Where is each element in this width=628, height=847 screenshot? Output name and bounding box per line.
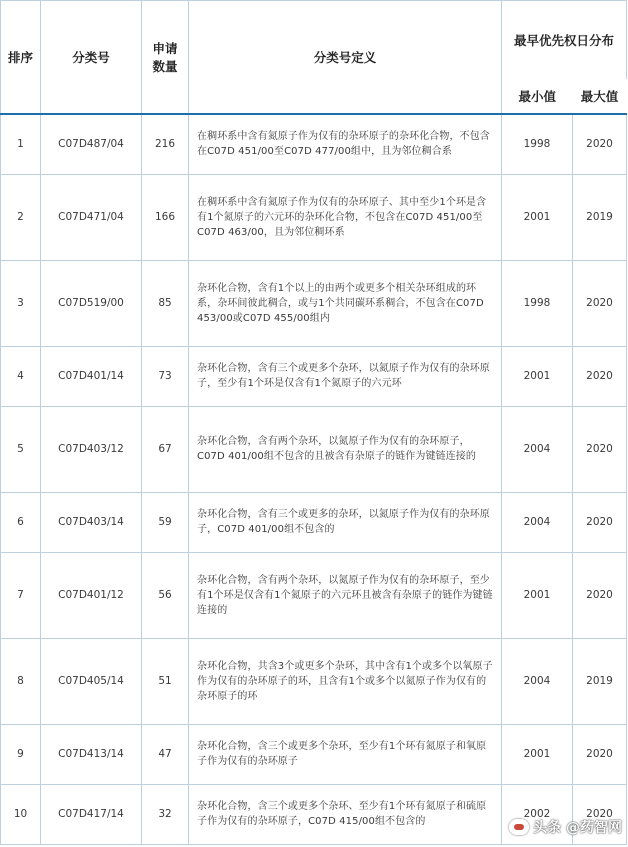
- cell-code: C07D401/14: [41, 346, 142, 406]
- cell-definition: 杂环化合物，含有两个杂环，以氮原子作为仅有的杂环原子，至少有1个环是仅含有1个氮原子的六元环且被含有杂原子的链作为键链连接的: [189, 552, 502, 638]
- cell-code: C07D403/12: [41, 406, 142, 492]
- cell-code: C07D405/14: [41, 638, 142, 724]
- cell-min: 2004: [502, 638, 573, 724]
- cell-code: C07D403/14: [41, 492, 142, 552]
- cell-count: 166: [142, 174, 189, 260]
- table-row: [1, 260, 627, 346]
- cell-min: 2001: [502, 724, 573, 784]
- table-row: [1, 552, 627, 638]
- cell-max: 2019: [573, 174, 627, 260]
- cell-definition: 杂环化合物，含有三个或更多的杂环，以氮原子作为仅有的杂环原子，C07D 401/00组不包含的: [189, 492, 502, 552]
- header-priority-distribution: 最早优先权日分布: [502, 1, 627, 80]
- cell-min: 2004: [502, 406, 573, 492]
- table-row: [1, 492, 627, 552]
- cell-code: C07D417/14: [41, 784, 142, 844]
- cell-min: 2002: [502, 784, 573, 844]
- cell-max: 2020: [573, 492, 627, 552]
- header-class-no: 分类号: [41, 1, 142, 115]
- cell-rank: 4: [1, 346, 41, 406]
- cell-count: 85: [142, 260, 189, 346]
- cell-max: 2020: [573, 114, 627, 174]
- cell-rank: 10: [1, 784, 41, 844]
- cell-definition: 杂环化合物，含三个或更多个杂环、至少有1个环有氮原子和硫原子作为仅有的杂环原子，C07D 415/00组不包含的: [189, 784, 502, 844]
- cell-definition: 杂环化合物，含三个或更多个杂环，至少有1个环有氮原子和氧原子作为仅有的杂环原子: [189, 724, 502, 784]
- table-row: [1, 638, 627, 724]
- header-definition: 分类号定义: [189, 1, 502, 115]
- cell-max: 2020: [573, 784, 627, 844]
- cell-min: 2001: [502, 552, 573, 638]
- cell-definition: 杂环化合物，含有1个以上的由两个或更多个相关杂环组成的环系，杂环间彼此稠合，或与1个共同碳环系稠合，不包含在C07D 453/00或C07D 455/00组内: [189, 260, 502, 346]
- header-app-count: [142, 1, 189, 115]
- cell-count: 56: [142, 552, 189, 638]
- cell-code: C07D413/14: [41, 724, 142, 784]
- cell-rank: 3: [1, 260, 41, 346]
- cell-definition: 杂环化合物，含有两个杂环，以氮原子作为仅有的杂环原子，C07D 401/00组不包含的且被含有杂原子的链作为键链连接的: [189, 406, 502, 492]
- cell-rank: 8: [1, 638, 41, 724]
- table-row: [1, 346, 627, 406]
- cell-max: 2020: [573, 260, 627, 346]
- cell-rank: 7: [1, 552, 41, 638]
- cell-min: 1998: [502, 260, 573, 346]
- table-row: [1, 114, 627, 174]
- cell-definition: 杂环化合物，含有三个或更多个杂环，以氮原子作为仅有的杂环原子，至少有1个环是仅含有1个氮原子的六元环: [189, 346, 502, 406]
- cell-code: C07D487/04: [41, 114, 142, 174]
- cell-min: 2004: [502, 492, 573, 552]
- cell-count: 73: [142, 346, 189, 406]
- cell-rank: 6: [1, 492, 41, 552]
- cell-rank: 1: [1, 114, 41, 174]
- cell-code: C07D519/00: [41, 260, 142, 346]
- cell-definition: 杂环化合物，共含3个或更多个杂环，其中含有1个或多个以氧原子作为仅有的杂环原子的环，且含有1个或多个以氮原子作为仅有的杂环原子的环: [189, 638, 502, 724]
- cell-count: 51: [142, 638, 189, 724]
- header-app-count-line2: 数量: [152, 59, 178, 74]
- watermark: [509, 817, 622, 837]
- cell-max: 2020: [573, 724, 627, 784]
- cell-count: 32: [142, 784, 189, 844]
- cell-min: 2001: [502, 346, 573, 406]
- header-rank: 排序: [1, 1, 41, 115]
- table-row: [1, 724, 627, 784]
- cell-count: 59: [142, 492, 189, 552]
- cell-code: C07D471/04: [41, 174, 142, 260]
- cell-max: 2020: [573, 406, 627, 492]
- cell-count: 216: [142, 114, 189, 174]
- header-app-count-line1: 申请: [152, 41, 178, 56]
- cell-code: C07D401/12: [41, 552, 142, 638]
- table-row: [1, 406, 627, 492]
- cell-max: 2020: [573, 346, 627, 406]
- header-min: 最小值: [502, 79, 573, 114]
- cell-definition: 在稠环系中含有氮原子作为仅有的杂环原子、其中至少1个环是含有1个氮原子的六元环的杂环化合物，不包含在C07D 451/00至C07D 463/00，且为邻位稠环系: [189, 174, 502, 260]
- cell-rank: 5: [1, 406, 41, 492]
- table-row: [1, 174, 627, 260]
- header-max: 最大值: [573, 79, 627, 114]
- cell-rank: 2: [1, 174, 41, 260]
- cell-count: 67: [142, 406, 189, 492]
- cell-definition: 在稠环系中含有氮原子作为仅有的杂环原子的杂环化合物，不包含在C07D 451/00至C07D 477/00组中，且为邻位稠合系: [189, 114, 502, 174]
- cell-min: 2001: [502, 174, 573, 260]
- cell-max: 2019: [573, 638, 627, 724]
- cell-max: 2020: [573, 552, 627, 638]
- toutiao-logo-icon: [509, 819, 529, 835]
- cell-min: 1998: [502, 114, 573, 174]
- cell-count: 47: [142, 724, 189, 784]
- watermark-text: 头条 @药智网: [533, 820, 622, 836]
- cell-rank: 9: [1, 724, 41, 784]
